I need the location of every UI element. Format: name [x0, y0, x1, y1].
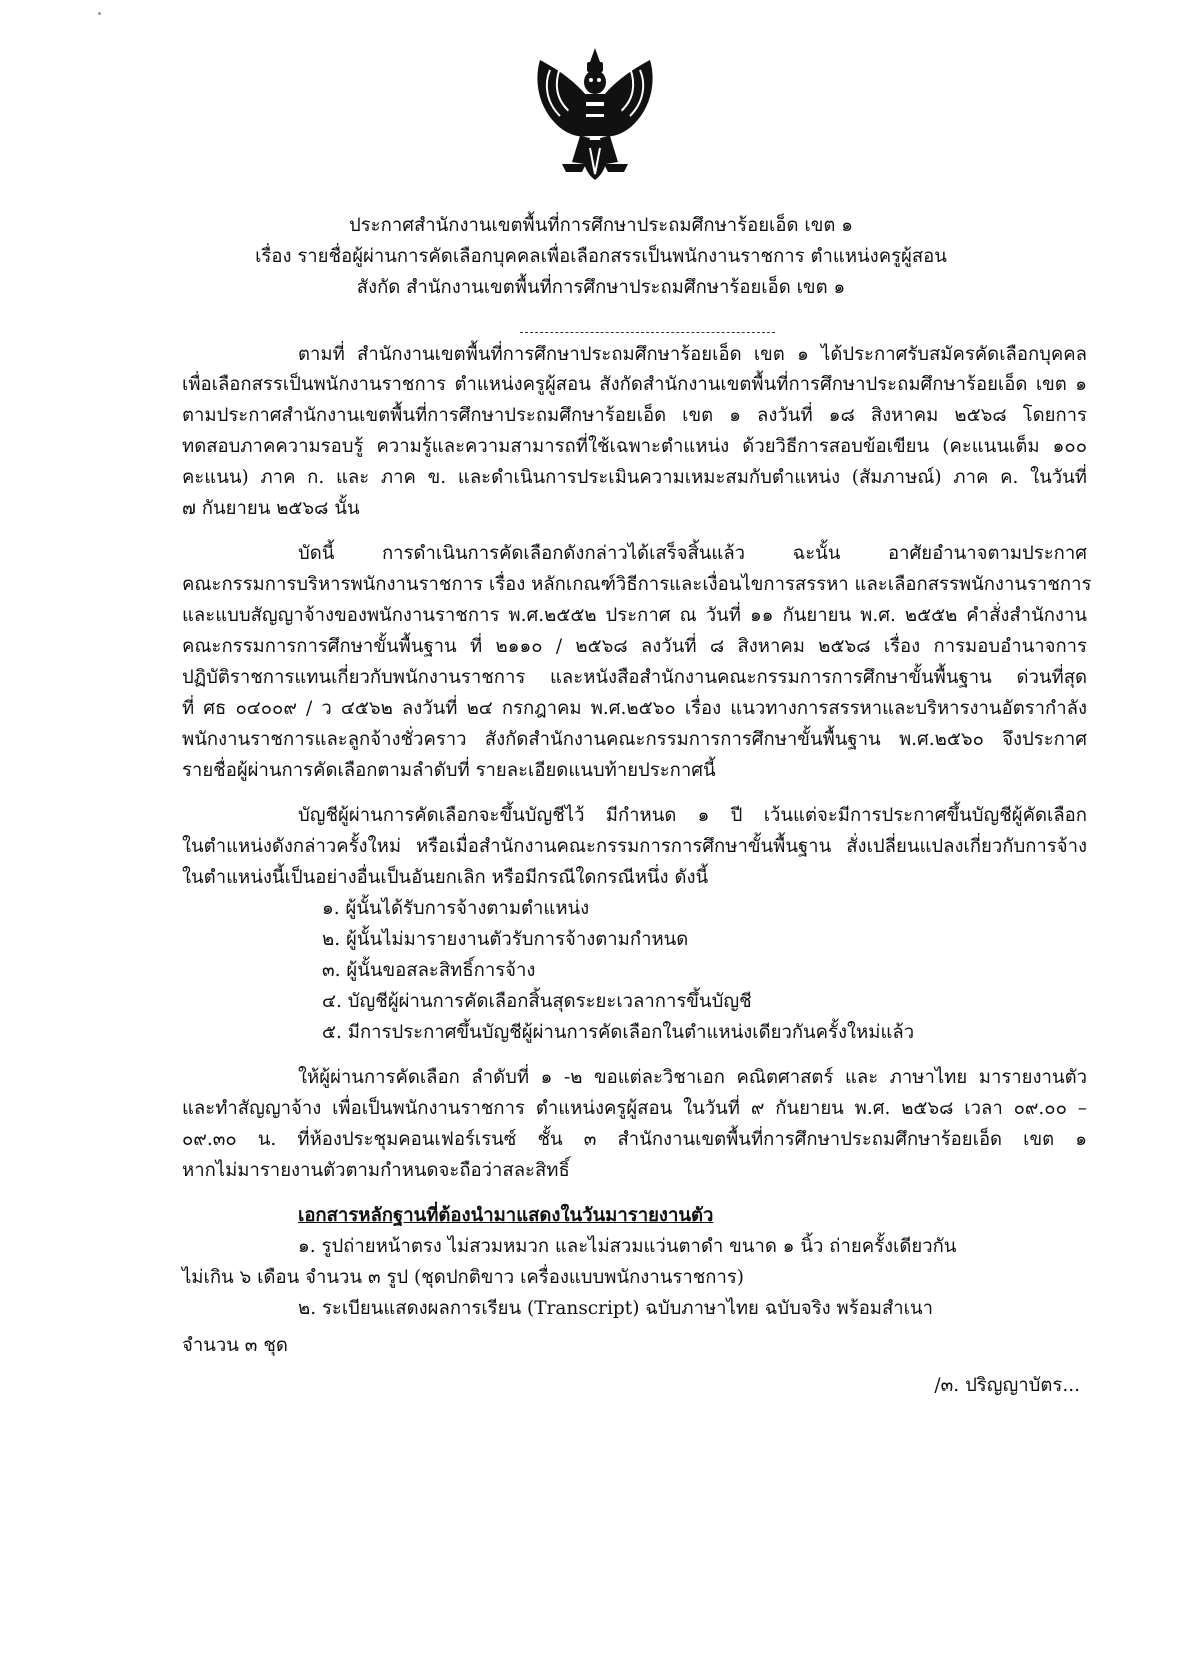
condition-item: ๑. ผู้นั้นได้รับการจ้างตามตำแหน่ง	[322, 898, 590, 919]
para2-line: คณะกรรมการบริหารพนักงานราชการ เรื่อง หลักเกณฑ์วิธีการและเงื่อนไขการสรรหา และเลือกสรรพนักงานราชการ	[182, 574, 1092, 595]
document-item: ๒. ระเบียนแสดงผลการเรียน (Transcript) ฉบับภาษาไทย ฉบับจริง พร้อมสำเนา	[298, 1298, 934, 1319]
condition-item: ๓. ผู้นั้นขอสละสิทธิ์การจ้าง	[322, 960, 536, 981]
para2-line: บัดนี้ การดำเนินการคัดเลือกดังกล่าวได้เสร็จสิ้นแล้ว ฉะนั้น อาศัยอำนาจตามประกาศ	[298, 543, 1087, 564]
announcement-subject: เรื่อง รายชื่อผู้ผ่านการคัดเลือกบุคคลเพื่อเลือกสรรเป็นพนักงานราชการ ตำแหน่งครูผู้สอน	[255, 246, 947, 267]
para2-line: และแบบสัญญาจ้างของพนักงานราชการ พ.ศ.๒๕๕๒ ประกาศ ณ วันที่ ๑๑ กันยายน พ.ศ. ๒๕๕๒ คำสั่งสำนักงาน	[182, 605, 1087, 626]
para3-line: ในตำแหน่งนี้เป็นอย่างอื่นเป็นอันยกเลิก หรือมีกรณีใดกรณีหนึ่ง ดังนี้	[182, 867, 709, 888]
para1-line: ตามที่ สำนักงานเขตพื้นที่การศึกษาประถมศึกษาร้อยเอ็ด เขต ๑ ได้ประกาศรับสมัครคัดเลือกบุคคล	[298, 344, 1087, 365]
para2-line: พนักงานราชการและลูกจ้างชั่วคราว สังกัดสำนักงานคณะกรรมการการศึกษาขั้นพื้นฐาน พ.ศ.๒๕๖๐ จึงประกาศ	[182, 729, 1087, 750]
para1-line: ๗ กันยายน ๒๕๖๘ นั้น	[182, 498, 360, 519]
para4-line: ๐๙.๓๐ น. ที่ห้องประชุมคอนเฟอร์เรนซ์ ชั้น ๓ สำนักงานเขตพื้นที่การศึกษาประถมศึกษาร้อยเอ็ด เขต ๑	[182, 1129, 1087, 1150]
para1-line: ทดสอบภาคความรอบรู้ ความรู้และความสามารถที่ใช้เฉพาะตำแหน่ง ด้วยวิธีการสอบข้อเขียน (คะแนนเต็ม ๑๐๐	[182, 436, 1087, 457]
para1-line: ตามประกาศสำนักงานเขตพื้นที่การศึกษาประถมศึกษาร้อยเอ็ด เขต ๑ ลงวันที่ ๑๘ สิงหาคม ๒๕๖๘ โดยการ	[182, 405, 1087, 426]
condition-item: ๔. บัญชีผู้ผ่านการคัดเลือกสิ้นสุดระยะเวลาการขึ้นบัญชี	[322, 991, 752, 1012]
para2-line: ที่ ศธ ๐๔๐๐๙ / ว ๔๕๖๒ ลงวันที่ ๒๔ กรกฎาคม พ.ศ.๒๕๖๐ เรื่อง แนวทางการสรรหาและบริหารงานอัตรากำลัง	[182, 698, 1087, 719]
para4-line: หากไม่มารายงานตัวตามกำหนดจะถือว่าสละสิทธิ์	[182, 1160, 570, 1181]
para3-line: ในตำแหน่งดังกล่าวครั้งใหม่ หรือเมื่อสำนักงานคณะกรรมการการศึกษาขั้นพื้นฐาน สั่งเปลี่ยนแปลงเกี่ยวกับการจ้าง	[182, 836, 1087, 857]
para2-line: คณะกรรมการการศึกษาขั้นพื้นฐาน ที่ ๒๑๑๐ / ๒๕๖๘ ลงวันที่ ๘ สิงหาคม ๒๕๖๘ เรื่อง การมอบอำนาจการ	[182, 636, 1087, 657]
announcement-affiliation: สังกัด สำนักงานเขตพื้นที่การศึกษาประถมศึกษาร้อยเอ็ด เขต ๑	[356, 277, 846, 298]
garuda-emblem-icon	[520, 40, 670, 188]
documents-heading: เอกสารหลักฐานที่ต้องนำมาแสดงในวันมารายงานตัว	[298, 1205, 714, 1226]
para3-line: บัญชีผู้ผ่านการคัดเลือกจะขึ้นบัญชีไว้ มีกำหนด ๑ ปี เว้นแต่จะมีการประกาศขึ้นบัญชีผู้คัดเลือก	[298, 805, 1087, 826]
para2-line: รายชื่อผู้ผ่านการคัดเลือกตามลำดับที่ รายละเอียดแนบท้ายประกาศนี้	[182, 760, 716, 781]
para4-line: ให้ผู้ผ่านการคัดเลือก ลำดับที่ ๑ -๒ ขอแต่ละวิชาเอก คณิตศาสตร์ และ ภาษาไทย มารายงานตัว	[298, 1067, 1087, 1088]
para4-line: และทำสัญญาจ้าง เพื่อเป็นพนักงานราชการ ตำแหน่งครูผู้สอน ในวันที่ ๙ กันยายน พ.ศ. ๒๕๖๘ เวลา ๐๙.๐๐ –	[182, 1098, 1087, 1119]
para2-line: ปฏิบัติราชการแทนเกี่ยวกับพนักงานราชการ และหนังสือสำนักงานคณะกรรมการการศึกษาขั้นพื้นฐาน ด่วนที่สุด	[182, 667, 1087, 688]
announcement-title: ประกาศสำนักงานเขตพื้นที่การศึกษาประถมศึกษาร้อยเอ็ด เขต ๑	[349, 215, 853, 236]
page-continuation: /๓. ปริญญาบัตร...	[934, 1375, 1080, 1396]
para1-line: คะแนน) ภาค ก. และ ภาค ข. และดำเนินการประเมินความเหมะสมกับตำแหน่ง (สัมภาษณ์) ภาค ค. ในวันที่	[182, 467, 1087, 488]
scan-speck	[98, 12, 101, 15]
para1-line: เพื่อเลือกสรรเป็นพนักงานราชการ ตำแหน่งครูผู้สอน สังกัดสำนักงานเขตพื้นที่การศึกษาประถมศึกษาร้อยเอ็ด เขต ๑	[182, 374, 1087, 395]
document-item-continued: จำนวน ๓ ชุด	[182, 1335, 288, 1356]
condition-item: ๕. มีการประกาศขึ้นบัญชีผู้ผ่านการคัดเลือกในตำแหน่งเดียวกันครั้งใหม่แล้ว	[322, 1022, 915, 1043]
document-item-continued: ไม่เกิน ๖ เดือน จำนวน ๓ รูป (ชุดปกติขาว เครื่องแบบพนักงานราชการ)	[182, 1267, 745, 1288]
condition-item: ๒. ผู้นั้นไม่มารายงานตัวรับการจ้างตามกำหนด	[322, 929, 689, 950]
heading-divider	[520, 332, 775, 333]
document-item: ๑. รูปถ่ายหน้าตรง ไม่สวมหมวก และไม่สวมแว่นตาดำ ขนาด ๑ นิ้ว ถ่ายครั้งเดียวกัน	[298, 1236, 957, 1257]
